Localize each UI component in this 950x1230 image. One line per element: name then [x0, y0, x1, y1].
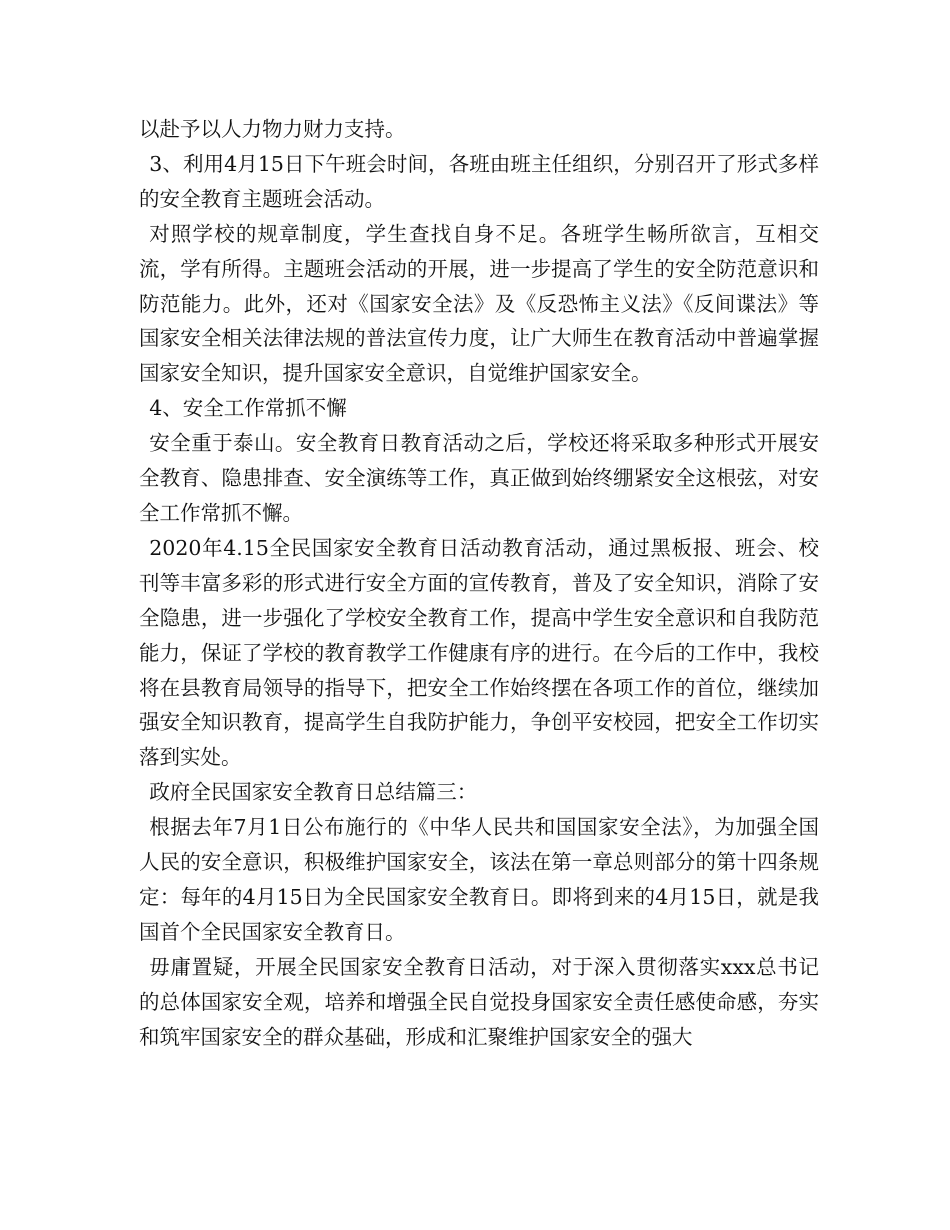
paragraph-section-heading: 政府全民国家安全教育日总结篇三： [149, 780, 478, 805]
paragraph-2020-summary: 2020年4.15全民国家安全教育日活动教育活动，通过黑板报、班会、校刊等丰富多彩的形式进行安全方面的宣传教育，普及了安全知识，消除了安全隐患，进一步强化了学校安全教育工作，提高中学生安全意识和自我防范能力，保证了学校的教育教学工作健康有序的进行。在今后的工作中，我校将在县教育局领导的指导下，把安全工作始终摆在各项工作的首位，继续加强安全知识教育，提高学生自我防护能力，争创平安校园，把安全工作切实落到实处。 [139, 535, 819, 770]
paragraph-significance: 毋庸置疑，开展全民国家安全教育日活动，对于深入贯彻落实xxx总书记的总体国家安全观，培养和增强全民自觉投身国家安全责任感使命感，夯实和筑牢国家安全的群众基础，形成和汇聚维护国家安全的强大 [139, 954, 819, 1049]
paragraph-continuation: 以赴予以人力物力财力支持。 [139, 117, 406, 141]
paragraph-safety-first: 安全重于泰山。安全教育日教育活动之后，学校还将采取多种形式开展安全教育、隐患排查、安全演练等工作，真正做到始终绷紧安全这根弦，对安全工作常抓不懈。 [139, 431, 819, 525]
paragraph-law-background: 根据去年7月1日公布施行的《中华人民共和国国家安全法》，为加强全国人民的安全意识，积极维护国家安全，该法在第一章总则部分的第十四条规定：每年的4月15日为全民国家安全教育日。即将到来的4月15日，就是我国首个全民国家安全教育日。 [139, 815, 819, 944]
document-body [139, 112, 819, 1054]
paragraph-class-meeting: 对照学校的规章制度，学生查找自身不足。各班学生畅所欲言，互相交流，学有所得。主题班会活动的开展，进一步提高了学生的安全防范意识和防范能力。此外，还对《国家安全法》及《反恐怖主义法》《反间谍法》等国家安全相关法律法规的普法宣传力度，让广大师生在教育活动中普遍掌握国家安全知识，提升国家安全意识，自觉维护国家安全。 [139, 221, 819, 386]
paragraph-item-4-heading: 4、安全工作常抓不懈 [149, 396, 347, 421]
paragraph-item-3: 3、利用4月15日下午班会时间，各班由班主任组织，分别召开了形式多样的安全教育主题班会活动。 [139, 151, 819, 211]
